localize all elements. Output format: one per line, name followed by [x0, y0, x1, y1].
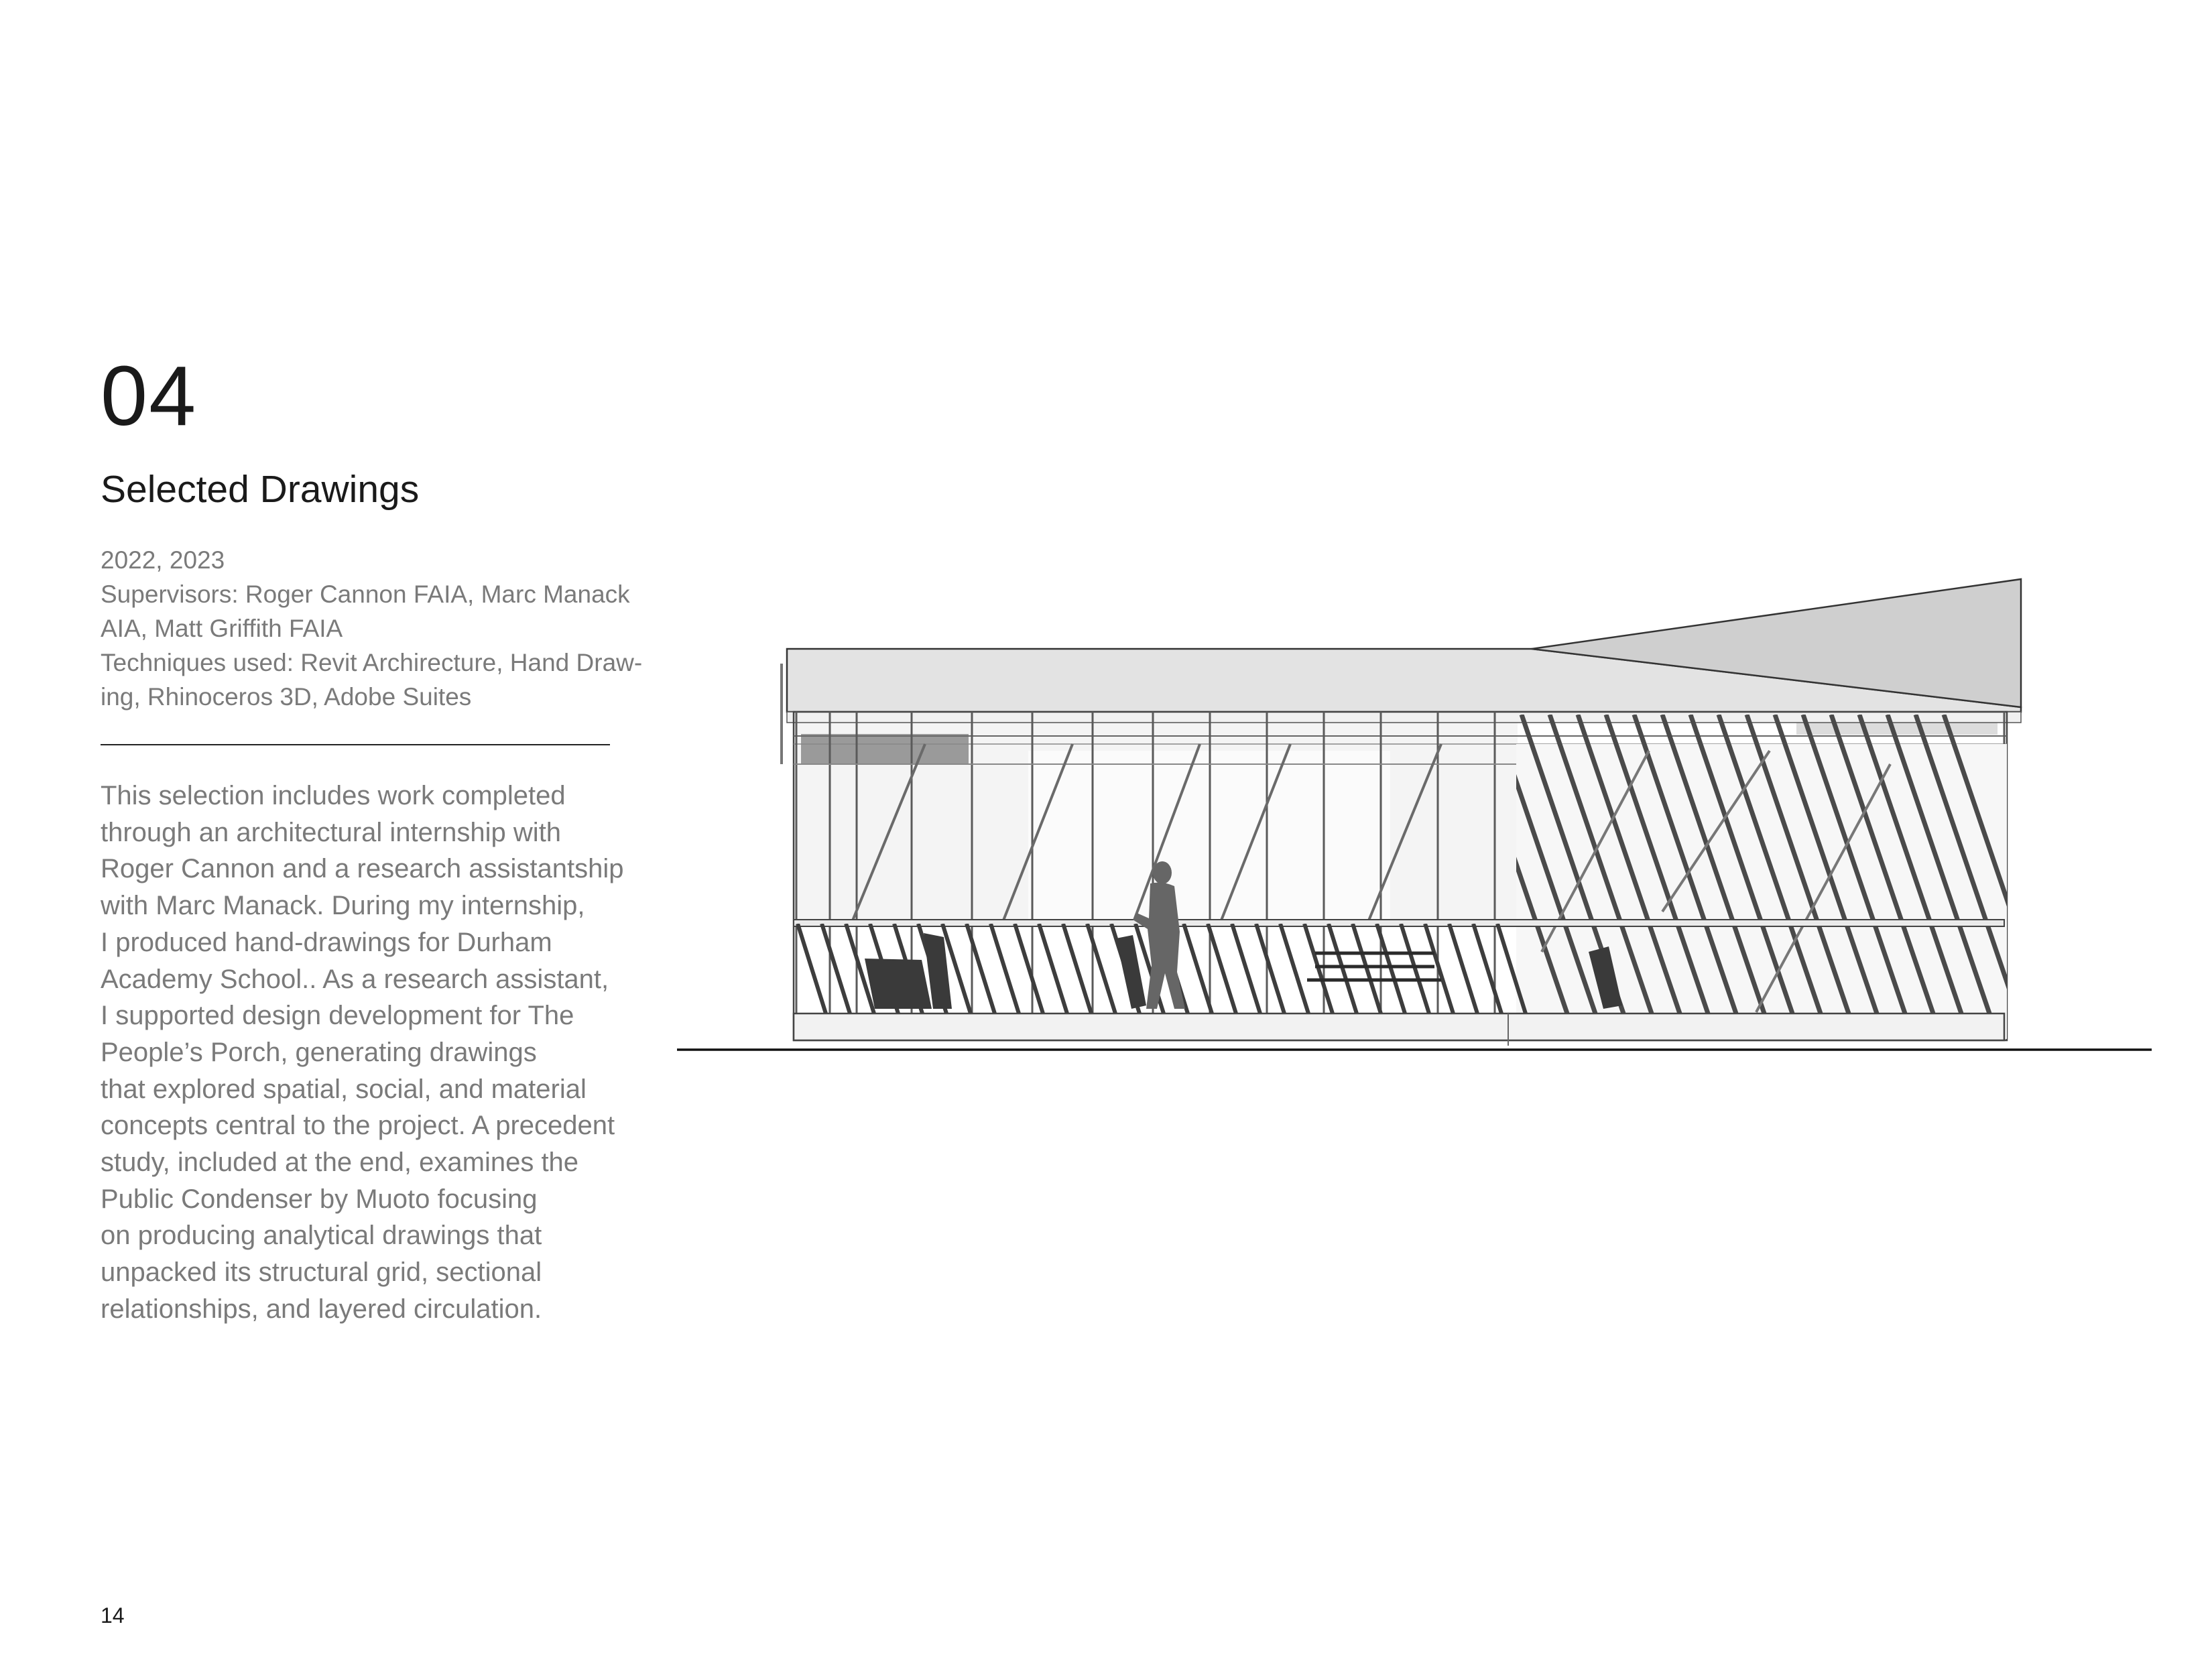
description-line: that explored spatial, social, and material — [101, 1074, 587, 1104]
meta-supervisors-cont: AIA, Matt Griffith FAIA — [101, 615, 343, 642]
section-number: 04 — [101, 349, 198, 443]
floor-slab — [794, 1013, 2004, 1040]
description-line: Roger Cannon and a research assistantship — [101, 854, 624, 884]
description-line: People’s Porch, generating drawings — [101, 1037, 537, 1067]
description-line: Public Condenser by Muoto focusing — [101, 1184, 538, 1214]
description-line: relationships, and layered circulation. — [101, 1294, 542, 1324]
meta-years: 2022, 2023 — [101, 546, 225, 574]
porch-railing-top — [794, 920, 2004, 926]
lounge-chairs — [865, 933, 1622, 1009]
description-line: I produced hand-drawings for Durham — [101, 927, 552, 957]
description-line: unpacked its structural grid, sectional — [101, 1257, 542, 1288]
section-title: Selected Drawings — [101, 468, 420, 511]
description-line: concepts central to the project. A precedent — [101, 1111, 615, 1141]
description-line: with Marc Manack. During my internship, — [101, 891, 585, 921]
description-line: on producing analytical drawings that — [101, 1221, 542, 1251]
description-line: through an architectural internship with — [101, 817, 562, 847]
meta-techniques-cont: ing, Rhinoceros 3D, Adobe Suites — [101, 683, 472, 711]
description-line: Academy School.. As a research assistant, — [101, 964, 609, 994]
bench-table — [1307, 953, 1441, 980]
description-line: I supported design development for The — [101, 1001, 574, 1031]
meta-supervisors: Supervisors: Roger Cannon FAIA, Marc Manack — [101, 580, 630, 608]
interior-shadow-band — [801, 734, 969, 765]
page-number: 14 — [101, 1603, 125, 1627]
meta-techniques: Techniques used: Revit Archirecture, Hand Draw- — [101, 649, 643, 676]
description-line: This selection includes work completed — [101, 781, 566, 810]
description-line: study, included at the end, examines the — [101, 1148, 579, 1178]
